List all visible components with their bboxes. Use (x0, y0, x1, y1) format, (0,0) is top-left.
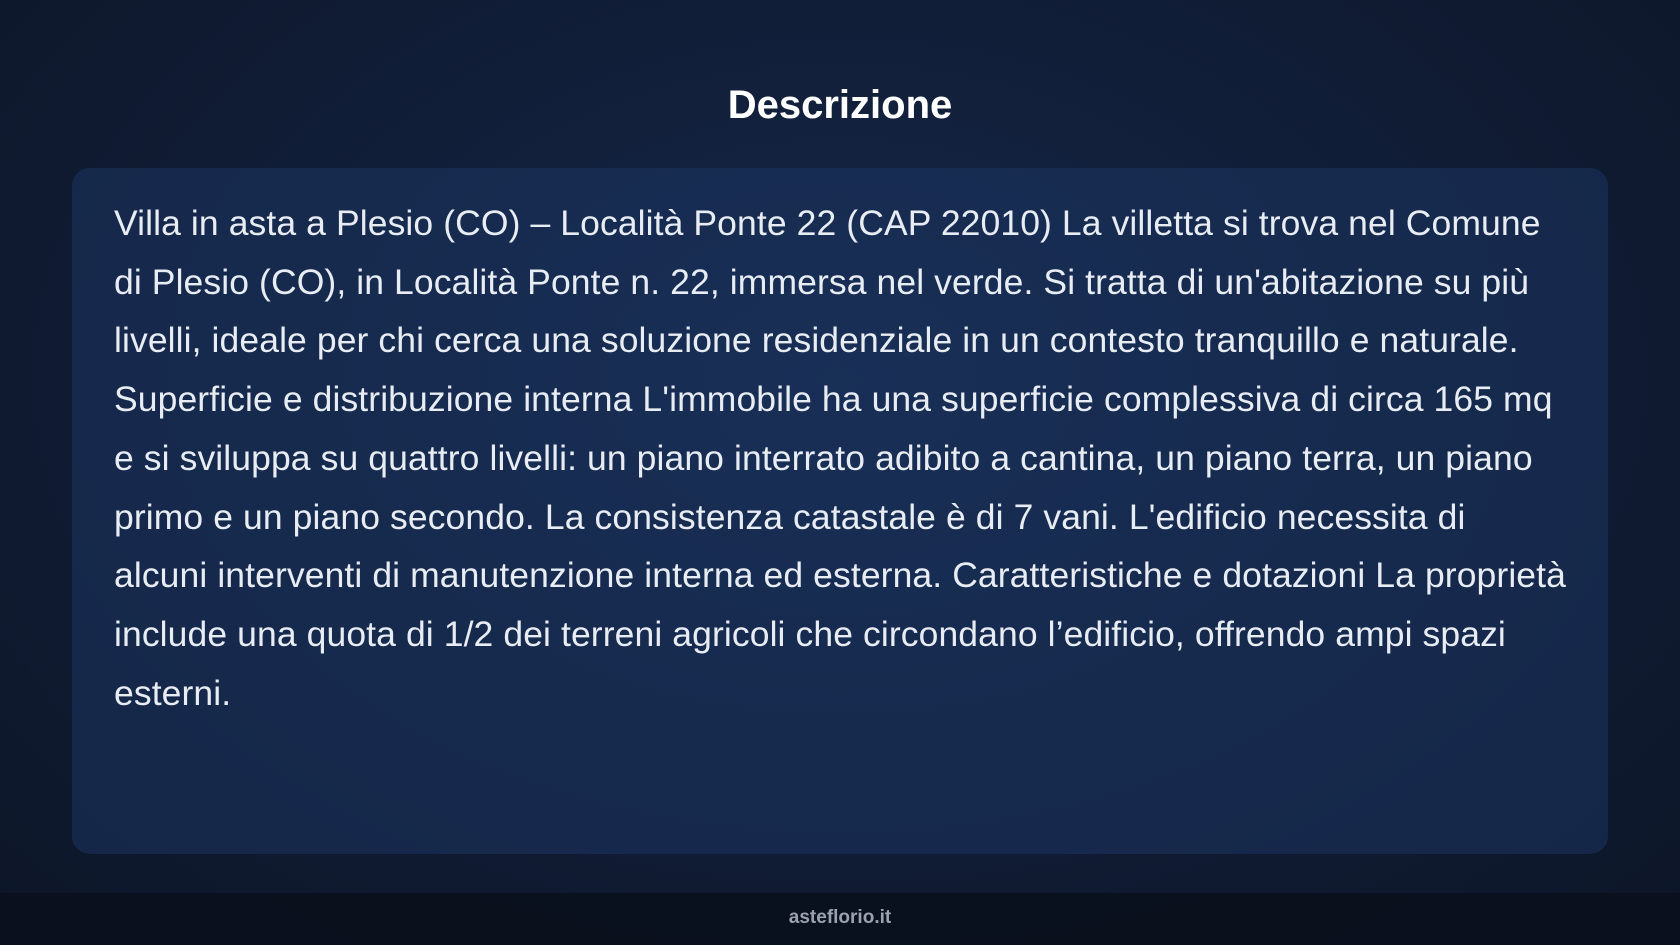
description-card (72, 168, 1608, 854)
page-title: Descrizione (727, 83, 953, 127)
footer-bar (0, 893, 1680, 945)
description-text: Villa in asta a Plesio (CO) – Località Ponte 22 (CAP 22010) La villetta si trova nel Comune di Plesio (CO), in Località Ponte n. 22, immersa nel verde. Si tratta di un'abitazione su più livelli, ideale per chi cerca una soluzione residenziale in un contesto tranquillo e naturale. Superficie e distribuzione interna L'immobile ha una superficie complessiva di circa 165 mq e si sviluppa su quattro livelli: un piano interrato adibito a cantina, un piano terra, un piano primo e un piano secondo. La consistenza catastale è di 7 vani. L'edificio necessita di alcuni interventi di manutenzione interna ed esterna. Caratteristiche e dotazioni La proprietà include una quota di 1/2 dei terreni agricoli che circondano l’edificio, offrendo ampi spazi esterni. (114, 203, 1566, 713)
footer-site-name: asteflorio.it (788, 907, 892, 928)
